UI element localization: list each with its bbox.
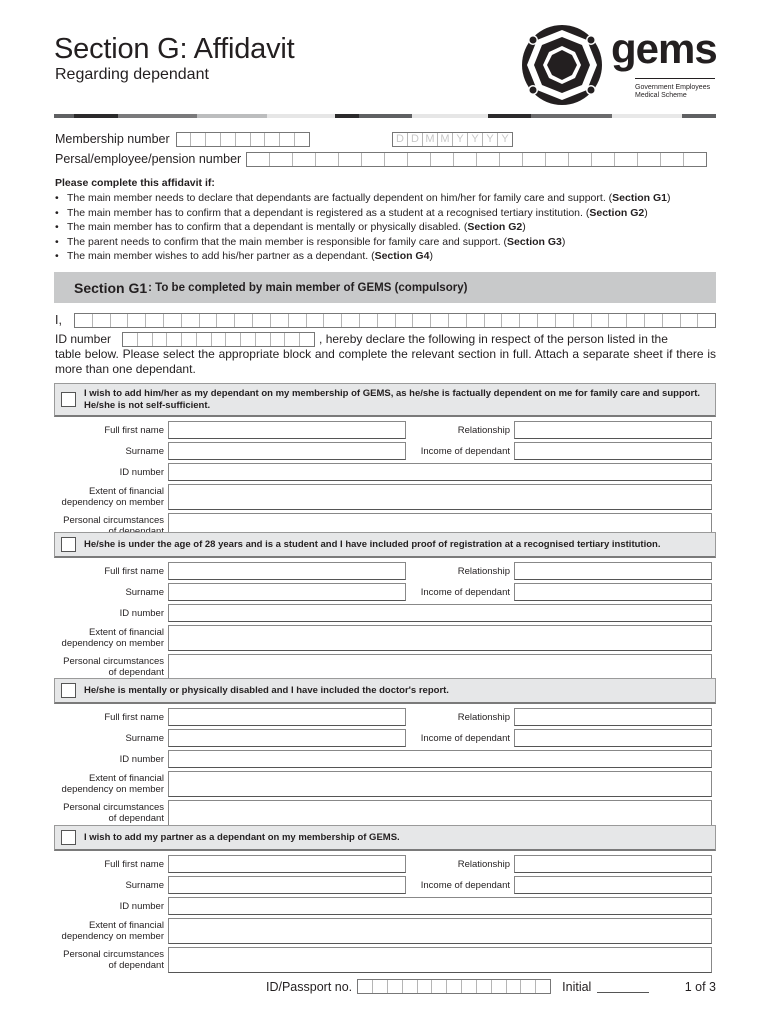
full-first-name-input[interactable]	[168, 855, 406, 873]
membership-number-row	[55, 131, 310, 147]
comb-cell[interactable]	[536, 980, 550, 993]
color-bar-segment	[612, 114, 682, 118]
personal-circumstances-input[interactable]	[168, 947, 712, 973]
income-input[interactable]	[514, 442, 712, 460]
intro-bullet-list	[55, 191, 735, 264]
relationship-label: Relationship	[457, 858, 510, 870]
section-reference[interactable]: Section G1	[612, 192, 668, 204]
gems-emblem-icon	[519, 22, 605, 108]
dependant-option-header[interactable]	[54, 532, 716, 558]
surname-label: Surname	[125, 586, 164, 598]
membership-number-label: Membership number	[55, 132, 170, 146]
comb-cell[interactable]	[270, 153, 293, 166]
bullet-end: )	[561, 235, 566, 248]
comb-cell[interactable]	[378, 314, 396, 327]
comb-cell[interactable]	[507, 980, 522, 993]
bullet-icon: •	[55, 221, 59, 233]
bullet-end: )	[667, 192, 671, 204]
color-bar-segment	[54, 114, 74, 118]
relationship-label: Relationship	[457, 565, 510, 577]
comb-cell[interactable]	[615, 153, 638, 166]
personal-circumstances-label	[54, 949, 168, 971]
label-line: dependency on member	[61, 638, 164, 649]
label-line: dependency on member	[61, 784, 164, 795]
income-label: Income of dependant	[420, 586, 510, 598]
comb-cell[interactable]	[221, 133, 236, 146]
comb-cell[interactable]	[280, 133, 295, 146]
declarant-name-input[interactable]	[74, 313, 716, 328]
comb-cell[interactable]	[385, 153, 408, 166]
comb-cell[interactable]	[645, 314, 663, 327]
comb-cell[interactable]	[467, 314, 485, 327]
page-footer	[266, 979, 716, 994]
surname-input[interactable]	[168, 583, 406, 601]
surname-input[interactable]	[168, 442, 406, 460]
color-bar-segment	[118, 114, 198, 118]
surname-input[interactable]	[168, 729, 406, 747]
option-checkbox[interactable]	[61, 392, 76, 407]
comb-cell[interactable]	[253, 314, 271, 327]
comb-cell[interactable]	[546, 153, 569, 166]
comb-cell[interactable]	[153, 333, 168, 346]
comb-cell[interactable]	[681, 314, 699, 327]
comb-cell[interactable]	[462, 980, 477, 993]
id-number-label: ID number	[119, 607, 164, 619]
bullet-end: )	[522, 221, 526, 233]
color-bar-segment	[197, 114, 267, 118]
bullet-icon: •	[55, 192, 59, 204]
comb-cell[interactable]	[477, 980, 492, 993]
label-line: Extent of financial	[89, 486, 164, 497]
declarant-id-input[interactable]	[122, 332, 315, 347]
declaration-rest: table below. Please select the appropriate block and complete the relevant section in full. Attach a separate sheet if there is more than one dependant.	[55, 347, 716, 376]
intro-bullet	[55, 220, 735, 235]
intro-bullet	[55, 206, 735, 221]
comb-cell[interactable]	[200, 314, 218, 327]
color-bar-segment	[531, 114, 613, 118]
page-number: 1 of 3	[684, 979, 716, 994]
comb-cell[interactable]: Y	[501, 133, 509, 145]
color-bar-segment	[335, 114, 359, 118]
comb-cell[interactable]	[569, 153, 592, 166]
comb-cell[interactable]	[256, 333, 271, 346]
comb-cell[interactable]	[293, 153, 316, 166]
comb-cell[interactable]	[285, 333, 300, 346]
dependant-option-header[interactable]	[54, 825, 716, 851]
extent-dependency-input[interactable]	[168, 918, 712, 944]
color-bar-segment	[412, 114, 488, 118]
bullet-icon: •	[55, 250, 59, 262]
comb-cell[interactable]	[164, 314, 182, 327]
extent-dependency-input[interactable]	[168, 625, 712, 651]
comb-cell[interactable]: D	[393, 133, 408, 146]
comb-cell[interactable]	[538, 314, 556, 327]
color-bar-segment	[74, 114, 118, 118]
color-bar-segment	[682, 114, 716, 118]
comb-cell[interactable]	[431, 153, 454, 166]
comb-cell[interactable]	[502, 314, 520, 327]
logo-tagline-line2: Medical Scheme	[635, 92, 687, 99]
logo-tagline-line1: Government Employees	[635, 84, 711, 91]
full-first-name-label: Full first name	[104, 711, 164, 723]
declarant-name-row	[55, 312, 716, 328]
label-line: of dependant	[108, 813, 164, 824]
extent-dependency-label	[54, 920, 168, 942]
bullet-end: )	[644, 206, 648, 219]
comb-cell[interactable]	[362, 153, 385, 166]
label-line: Extent of financial	[89, 773, 164, 784]
comb-cell[interactable]	[556, 314, 574, 327]
income-label: Income of dependant	[420, 879, 510, 891]
label-line: Extent of financial	[89, 627, 164, 638]
comb-cell[interactable]	[182, 314, 200, 327]
full-first-name-label: Full first name	[104, 858, 164, 870]
relationship-input[interactable]	[514, 421, 712, 439]
comb-cell[interactable]	[520, 314, 538, 327]
comb-cell[interactable]	[182, 333, 197, 346]
comb-cell[interactable]	[241, 333, 256, 346]
comb-cell[interactable]	[396, 314, 414, 327]
surname-label: Surname	[125, 445, 164, 457]
comb-cell[interactable]	[477, 153, 500, 166]
initial-label: Initial	[562, 979, 592, 994]
comb-cell[interactable]	[128, 314, 146, 327]
id-passport-input[interactable]	[357, 979, 551, 994]
comb-cell[interactable]	[627, 314, 645, 327]
membership-number-input[interactable]	[176, 132, 310, 147]
surname-label: Surname	[125, 732, 164, 744]
comb-cell[interactable]	[360, 314, 378, 327]
comb-cell[interactable]	[265, 133, 280, 146]
comb-cell[interactable]	[146, 314, 164, 327]
comb-cell[interactable]	[408, 153, 431, 166]
relationship-label: Relationship	[457, 711, 510, 723]
full-first-name-label: Full first name	[104, 424, 164, 436]
declarant-id-label: ID number	[55, 332, 112, 346]
dependant-option-header[interactable]	[54, 383, 716, 417]
comb-cell[interactable]	[523, 153, 546, 166]
dependant-block	[54, 532, 716, 680]
comb-cell[interactable]	[698, 314, 715, 327]
surname-label: Surname	[125, 879, 164, 891]
section-reference[interactable]: Section G3	[507, 235, 562, 248]
option-text: I wish to add my partner as a dependant on my membership of GEMS.	[84, 831, 400, 843]
extent-dependency-label	[54, 773, 168, 795]
income-label: Income of dependant	[420, 445, 510, 457]
comb-cell[interactable]	[111, 314, 129, 327]
label-line: Personal circumstances	[63, 656, 164, 667]
extent-dependency-input[interactable]	[168, 484, 712, 510]
label-line: of dependant	[108, 667, 164, 678]
date-input[interactable]	[392, 132, 513, 147]
relationship-input[interactable]	[514, 708, 712, 726]
comb-cell[interactable]: Y	[483, 133, 498, 146]
full-first-name-input[interactable]	[168, 708, 406, 726]
color-bar-segment	[488, 114, 531, 118]
id-number-input[interactable]	[168, 463, 712, 481]
comb-cell[interactable]	[191, 133, 206, 146]
comb-cell[interactable]	[307, 314, 325, 327]
comb-cell[interactable]	[432, 980, 447, 993]
personal-circumstances-input[interactable]	[168, 800, 712, 826]
comb-cell[interactable]: Y	[468, 133, 483, 146]
comb-cell[interactable]	[226, 333, 241, 346]
bullet-text: The main member wishes to add his/her partner as a dependant. (	[67, 250, 375, 262]
persal-number-row	[55, 151, 707, 167]
persal-number-input[interactable]	[246, 152, 707, 167]
comb-cell[interactable]	[212, 333, 227, 346]
surname-input[interactable]	[168, 876, 406, 894]
comb-cell[interactable]	[638, 153, 661, 166]
logo-divider	[635, 78, 715, 79]
section-reference[interactable]: Section G2	[589, 206, 645, 219]
comb-cell[interactable]	[454, 153, 477, 166]
income-input[interactable]	[514, 729, 712, 747]
intro-bullet	[55, 249, 735, 264]
option-checkbox[interactable]	[61, 683, 76, 698]
label-line: Personal circumstances	[63, 802, 164, 813]
logo-tagline	[635, 84, 710, 100]
relationship-input[interactable]	[514, 562, 712, 580]
bullet-text: The main member needs to declare that dependants are factually dependent on him/her for family care and support. (	[67, 192, 613, 204]
id-number-label: ID number	[119, 753, 164, 765]
comb-cell[interactable]	[342, 314, 360, 327]
comb-cell[interactable]	[358, 980, 373, 993]
comb-cell[interactable]	[167, 333, 182, 346]
comb-cell[interactable]	[123, 333, 138, 346]
comb-cell[interactable]: M	[423, 133, 438, 146]
intro-bullet	[55, 235, 735, 250]
comb-cell[interactable]	[492, 980, 507, 993]
comb-cell[interactable]	[75, 314, 93, 327]
label-line: dependency on member	[61, 931, 164, 942]
income-label: Income of dependant	[420, 732, 510, 744]
comb-cell[interactable]	[449, 314, 467, 327]
income-input[interactable]	[514, 583, 712, 601]
section-reference[interactable]: Section G4	[374, 250, 430, 262]
comb-cell[interactable]	[339, 153, 362, 166]
comb-cell[interactable]	[271, 314, 289, 327]
id-passport-label: ID/Passport no.	[266, 979, 353, 994]
color-bar-segment	[267, 114, 335, 118]
comb-cell[interactable]	[418, 980, 433, 993]
dependant-block	[54, 383, 716, 539]
comb-cell[interactable]	[300, 333, 314, 346]
comb-cell[interactable]	[93, 314, 111, 327]
comb-cell[interactable]	[413, 314, 431, 327]
extent-dependency-input[interactable]	[168, 771, 712, 797]
page-title: Section G: Affidavit	[54, 33, 295, 65]
option-text: He/she is under the age of 28 years and is a student and I have included proof of registration at a recognised tertiary institution.	[84, 538, 661, 550]
comb-cell[interactable]	[138, 333, 153, 346]
comb-cell[interactable]	[661, 153, 684, 166]
comb-cell[interactable]	[316, 153, 339, 166]
label-line: Personal circumstances	[63, 949, 164, 960]
page-subtitle: Regarding dependant	[55, 66, 209, 83]
income-input[interactable]	[514, 876, 712, 894]
comb-cell[interactable]	[197, 333, 212, 346]
comb-cell[interactable]: Y	[453, 133, 468, 146]
id-number-label: ID number	[119, 466, 164, 478]
comb-cell[interactable]	[289, 314, 307, 327]
comb-cell[interactable]	[431, 314, 449, 327]
section-g1-description: : To be completed by main member of GEMS (compulsory)	[148, 281, 468, 294]
relationship-label: Relationship	[457, 424, 510, 436]
comb-cell[interactable]	[592, 314, 610, 327]
bullet-icon: •	[55, 235, 59, 248]
comb-cell[interactable]: M	[438, 133, 453, 146]
declaration-text	[55, 332, 716, 377]
full-first-name-input[interactable]	[168, 421, 406, 439]
comb-cell[interactable]: D	[408, 133, 423, 146]
personal-circumstances-input[interactable]	[168, 654, 712, 680]
comb-cell[interactable]	[592, 153, 615, 166]
extent-dependency-label	[54, 627, 168, 649]
option-checkbox[interactable]	[61, 830, 76, 845]
option-checkbox[interactable]	[61, 537, 76, 552]
comb-cell[interactable]	[235, 314, 253, 327]
comb-cell[interactable]	[388, 980, 403, 993]
comb-cell[interactable]	[485, 314, 503, 327]
bullet-text: The main member has to confirm that a dependant is registered as a student at a recognised tertiary institution. (	[67, 206, 590, 219]
comb-cell[interactable]	[271, 333, 286, 346]
comb-cell[interactable]	[663, 314, 681, 327]
comb-cell[interactable]	[217, 314, 235, 327]
label-line: Extent of financial	[89, 920, 164, 931]
intro-bullet	[55, 191, 735, 206]
comb-cell[interactable]	[684, 153, 706, 166]
comb-cell[interactable]	[500, 153, 523, 166]
gems-logo	[519, 22, 719, 112]
option-text: I wish to add him/her as my dependant on my membership of GEMS, as he/she is factually dependent on me for family care and support. He/she is not self-sufficient.	[84, 388, 701, 411]
section-g1-header	[54, 272, 716, 303]
label-line: dependency on member	[61, 497, 164, 508]
id-number-label: ID number	[119, 900, 164, 912]
declaration-after-id: , hereby declare the following in respect of the person listed in the	[319, 332, 668, 346]
section-reference[interactable]: Section G2	[467, 221, 523, 233]
relationship-input[interactable]	[514, 855, 712, 873]
comb-cell[interactable]	[609, 314, 627, 327]
declarant-name-label: I,	[55, 313, 62, 327]
comb-cell[interactable]	[177, 133, 192, 146]
bullet-icon: •	[55, 206, 59, 219]
full-first-name-label: Full first name	[104, 565, 164, 577]
comb-cell[interactable]	[295, 133, 309, 146]
comb-cell[interactable]	[403, 980, 418, 993]
bullet-text: The main member has to confirm that a dependant is mentally or physically disabled. (	[67, 221, 468, 233]
persal-number-label: Persal/employee/pension number	[55, 152, 242, 166]
dependant-block	[54, 825, 716, 973]
label-line: of dependant	[108, 960, 164, 971]
comb-cell[interactable]	[574, 314, 592, 327]
option-text: He/she is mentally or physically disabled and I have included the doctor's report.	[84, 684, 449, 696]
decorative-color-bar	[54, 114, 716, 118]
full-first-name-input[interactable]	[168, 562, 406, 580]
extent-dependency-label	[54, 486, 168, 508]
bullet-text: The parent needs to confirm that the main member is responsible for family care and support. (	[67, 235, 508, 248]
id-number-input[interactable]	[168, 750, 712, 768]
comb-cell[interactable]	[247, 153, 270, 166]
comb-cell[interactable]	[447, 980, 462, 993]
comb-cell[interactable]	[373, 980, 388, 993]
bullet-end: )	[429, 250, 433, 262]
comb-cell[interactable]	[206, 133, 221, 146]
initial-input[interactable]	[597, 981, 649, 993]
id-number-input[interactable]	[168, 604, 712, 622]
dependant-block	[54, 678, 716, 826]
comb-cell[interactable]	[251, 133, 266, 146]
section-g1-title: Section G1	[74, 279, 148, 296]
personal-circumstances-label	[54, 802, 168, 824]
logo-wordmark: gems	[611, 25, 717, 72]
comb-cell[interactable]	[324, 314, 342, 327]
dependant-option-header[interactable]	[54, 678, 716, 704]
personal-circumstances-label	[54, 656, 168, 678]
comb-cell[interactable]	[236, 133, 251, 146]
intro-heading: Please complete this affidavit if:	[55, 177, 215, 189]
color-bar-segment	[359, 114, 413, 118]
label-line: Personal circumstances	[63, 515, 164, 526]
id-number-input[interactable]	[168, 897, 712, 915]
comb-cell[interactable]	[521, 980, 536, 993]
